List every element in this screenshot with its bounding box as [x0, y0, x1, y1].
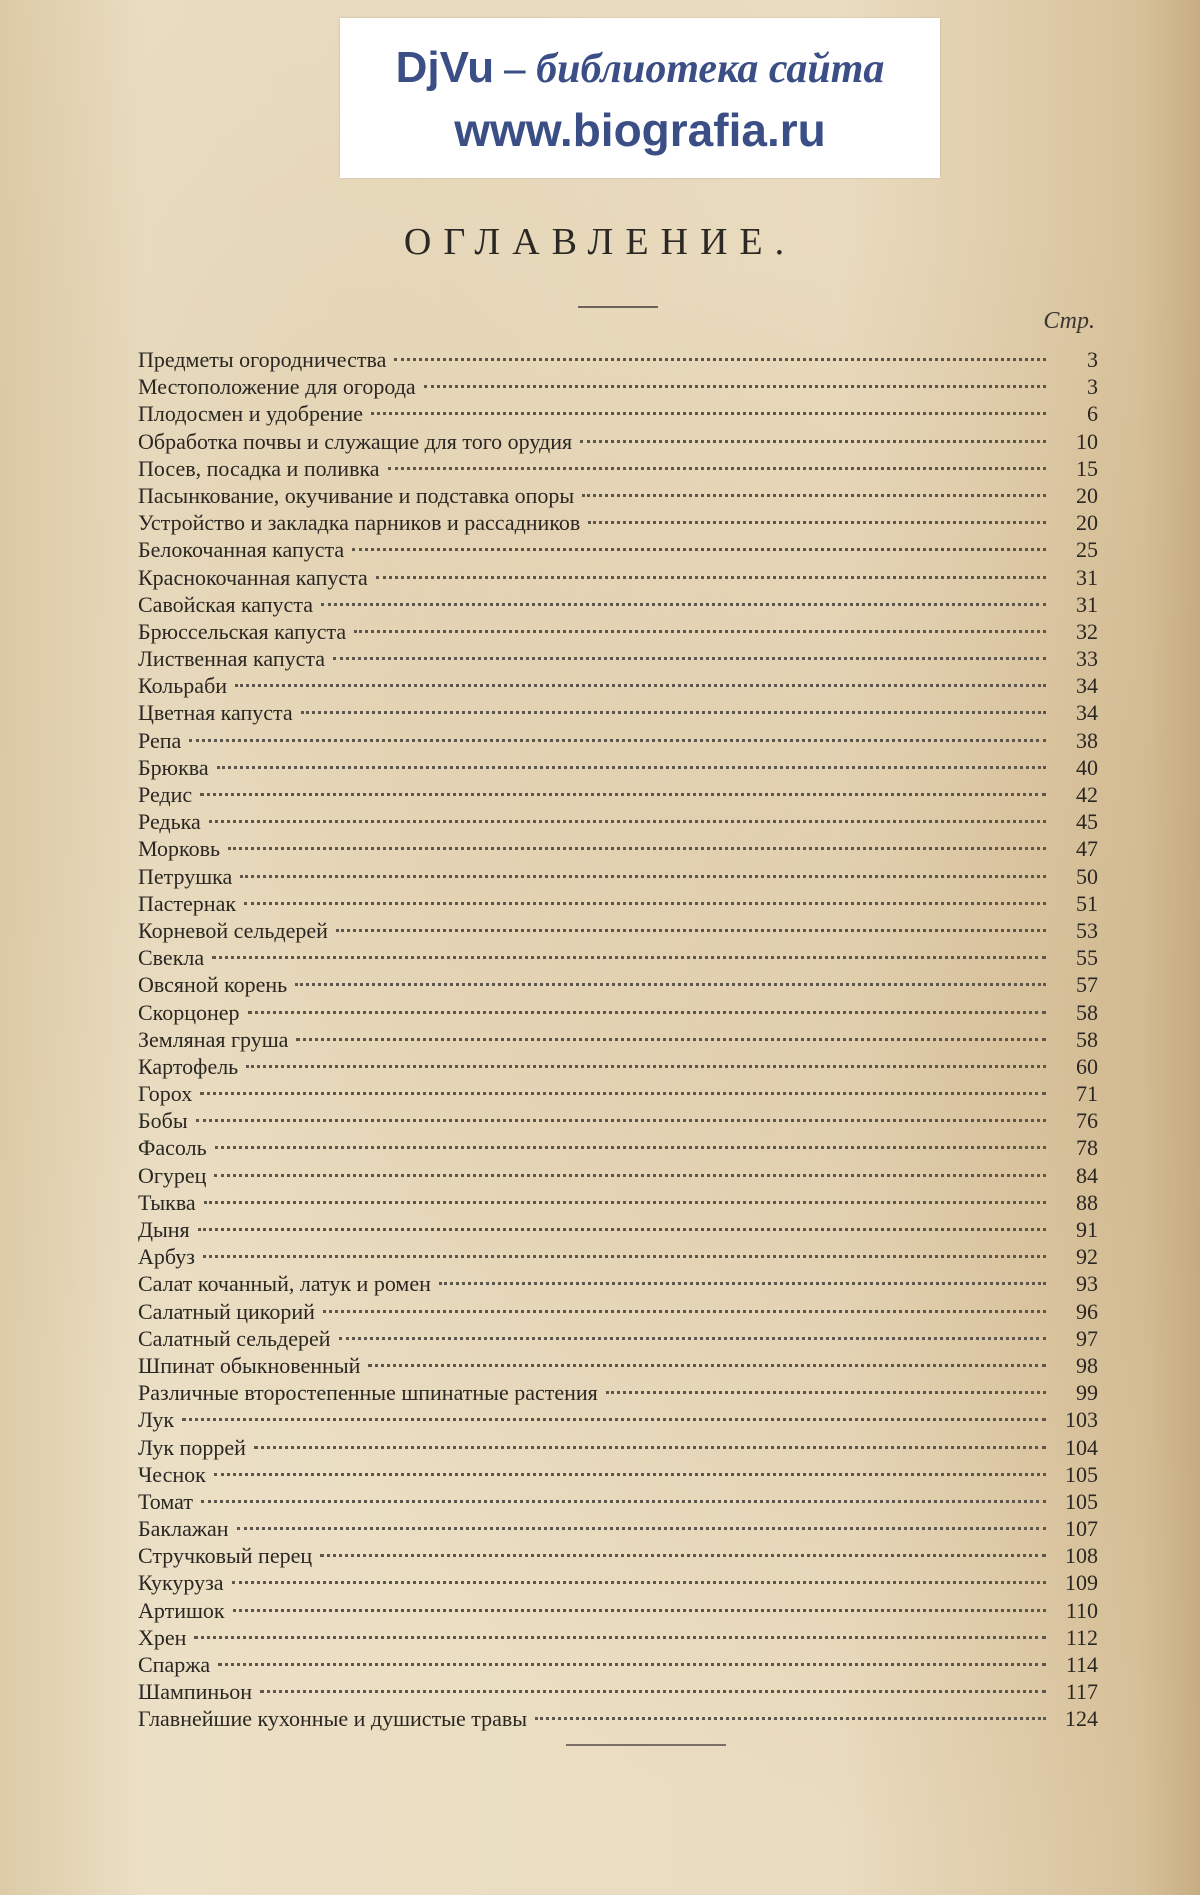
toc-entry [138, 1053, 1098, 1080]
dot-leader [606, 1391, 1046, 1394]
toc-entry-page: 10 [1076, 428, 1098, 454]
toc-entry-page: 32 [1076, 618, 1098, 644]
toc-entry-title: Обработка почвы и служащие для того орудия [138, 428, 573, 454]
dot-leader [339, 1337, 1046, 1340]
toc-entry-title: Дыня [138, 1217, 190, 1242]
toc-entry-title: Фасоль [138, 1135, 207, 1161]
toc-entry-title: Белокочанная капуста [138, 537, 345, 563]
toc-entry-page: 45 [1076, 809, 1098, 835]
dot-leader [352, 548, 1046, 551]
toc-entry-page: 108 [1065, 1543, 1098, 1569]
toc-entry [138, 482, 1098, 509]
dot-leader [246, 1065, 1046, 1068]
dot-leader [323, 1310, 1046, 1313]
toc-entry-title: Свекла [138, 945, 205, 971]
toc-entry-title: Бобы [138, 1108, 188, 1134]
toc-entry-title: Петрушка [138, 863, 233, 889]
dot-leader [439, 1282, 1046, 1285]
toc-entry-page: 91 [1076, 1217, 1098, 1242]
toc-entry-title: Репа [138, 727, 182, 753]
toc-entry-page: 84 [1076, 1162, 1098, 1188]
toc-entry-page: 105 [1065, 1461, 1098, 1487]
toc-entry-title: Салатный цикорий [138, 1298, 315, 1324]
toc-entry-page: 105 [1065, 1488, 1098, 1514]
toc-entry [138, 1026, 1098, 1053]
toc-entry-title: Плодосмен и удобрение [138, 401, 364, 427]
toc-entry-page: 20 [1076, 482, 1098, 508]
dot-leader [196, 1119, 1046, 1122]
page-title: ОГЛАВЛЕНИЕ. [403, 221, 797, 263]
dot-leader [214, 1473, 1046, 1476]
toc-entry [138, 1107, 1098, 1134]
dot-leader [212, 956, 1046, 959]
dot-leader [204, 1201, 1046, 1204]
toc-entry-page: 58 [1076, 1026, 1098, 1052]
dot-leader [580, 440, 1046, 443]
dot-leader [232, 1581, 1046, 1584]
toc-entry-title: Кукуруза [138, 1570, 224, 1596]
toc-entry-title: Редис [138, 782, 193, 807]
dot-leader [194, 1636, 1046, 1639]
dot-leader [588, 521, 1046, 524]
toc-entry [138, 346, 1098, 373]
dot-leader [333, 657, 1046, 660]
dot-leader [371, 412, 1046, 415]
dot-leader [301, 711, 1046, 714]
toc-entry-page: 42 [1076, 782, 1098, 807]
toc-entry [138, 1678, 1098, 1705]
toc-entry [138, 618, 1098, 645]
dot-leader [215, 1146, 1046, 1149]
toc-entry-page: 58 [1076, 999, 1098, 1025]
toc-entry-page: 103 [1065, 1407, 1098, 1433]
toc-entry [138, 1298, 1098, 1325]
toc-entry-title: Брюссельская капуста [138, 618, 347, 644]
toc-entry-title: Кольраби [138, 673, 228, 699]
toc-entry-title: Посев, посадка и поливка [138, 455, 380, 481]
dot-leader [189, 739, 1046, 742]
toc-entry [138, 1270, 1098, 1297]
toc-entry [138, 400, 1098, 427]
toc-entry-title: Салат кочанный, латук и ромен [138, 1271, 431, 1297]
dot-leader [296, 1038, 1046, 1041]
dot-leader [368, 1364, 1046, 1367]
toc-entry-title: Предметы огородничества [138, 347, 387, 372]
toc-entry [138, 1352, 1098, 1379]
banner-url: www.biografia.ru [454, 104, 826, 156]
dot-leader [209, 820, 1046, 823]
toc-entry [138, 835, 1098, 862]
toc-entry-title: Салатный сельдерей [138, 1325, 331, 1351]
toc-entry-page: 124 [1065, 1706, 1098, 1732]
title-ornament [578, 306, 658, 308]
dot-leader [376, 576, 1046, 579]
toc-entry [138, 1597, 1098, 1624]
toc-entry-page: 38 [1076, 727, 1098, 753]
toc-entry-title: Брюква [138, 754, 209, 780]
toc-entry-page: 71 [1076, 1081, 1098, 1107]
toc-entry-title: Лиственная капуста [138, 646, 326, 672]
toc-entry [138, 727, 1098, 754]
dot-leader [201, 1500, 1046, 1503]
dot-leader [260, 1690, 1046, 1693]
toc-entry-page: 50 [1076, 863, 1098, 889]
toc-entry [138, 781, 1098, 808]
toc-entry [138, 1243, 1098, 1270]
toc-entry-page: 20 [1076, 510, 1098, 536]
dot-leader [244, 902, 1046, 905]
dot-leader [321, 603, 1046, 606]
toc-entry [138, 1379, 1098, 1406]
toc-entry-page: 114 [1065, 1652, 1098, 1677]
banner-heading [340, 38, 940, 99]
toc-entry-title: Тыква [138, 1189, 196, 1215]
toc-entry [138, 373, 1098, 400]
dot-leader [295, 983, 1046, 986]
toc-entry [138, 1325, 1098, 1352]
toc-entry-page: 57 [1076, 972, 1098, 998]
dot-leader [582, 494, 1046, 497]
toc-entry [138, 754, 1098, 781]
toc-entry-title: Морковь [138, 836, 221, 862]
dot-leader [354, 630, 1046, 633]
toc-entry-title: Главнейшие кухонные и душистые травы [138, 1706, 528, 1732]
toc-entry-title: Лук [138, 1407, 175, 1433]
toc-entry [138, 808, 1098, 835]
toc-entry-title: Горох [138, 1081, 193, 1107]
toc-entry-page: 31 [1076, 564, 1098, 590]
toc-entry [138, 509, 1098, 536]
toc-entry-page: 31 [1076, 591, 1098, 617]
toc-entry-title: Огурец [138, 1162, 207, 1188]
toc-entry-page: 40 [1076, 754, 1098, 780]
toc-entry-title: Баклажан [138, 1516, 229, 1542]
toc-entry-title: Арбуз [138, 1244, 195, 1270]
dot-leader [320, 1554, 1046, 1557]
dot-leader [235, 684, 1046, 687]
banner-brand: DjVu [395, 43, 495, 92]
toc-entry-page: 110 [1065, 1597, 1098, 1623]
toc-entry-page: 25 [1076, 537, 1098, 563]
toc-entry-title: Пасынкование, окучивание и подставка опоры [138, 482, 575, 508]
toc-entry [138, 645, 1098, 672]
toc-entry [138, 1216, 1098, 1243]
toc-entry-page: 104 [1065, 1434, 1098, 1460]
toc-entry-title: Корневой сельдерей [138, 917, 328, 943]
toc-entry [138, 863, 1098, 890]
page-column-label: Стр. [1043, 308, 1095, 334]
toc-entry [138, 1461, 1098, 1488]
toc-entry [138, 699, 1098, 726]
toc-entry-page: 78 [1076, 1135, 1098, 1161]
toc-entry-page: 34 [1076, 673, 1098, 699]
dot-leader [388, 467, 1046, 470]
toc-entry [138, 999, 1098, 1026]
toc-entry-title: Овсяной корень [138, 972, 288, 998]
toc-entry [138, 428, 1098, 455]
toc-entry-title: Чеснок [138, 1461, 206, 1487]
toc-entry-title: Стручковый перец [138, 1543, 313, 1569]
dot-leader [203, 1255, 1046, 1258]
dot-leader [200, 793, 1046, 796]
toc-entry-page: 3 [1087, 374, 1098, 400]
toc-entry [138, 890, 1098, 917]
toc-entry [138, 1434, 1098, 1461]
dot-leader [424, 385, 1046, 388]
toc-entry-page: 60 [1076, 1053, 1098, 1079]
toc-entry [138, 1651, 1098, 1678]
dot-leader [218, 1663, 1046, 1666]
dot-leader [228, 847, 1046, 850]
dot-leader [200, 1092, 1046, 1095]
toc-entry [138, 1406, 1098, 1433]
toc-entry-page: 6 [1087, 401, 1098, 427]
toc-entry [138, 1542, 1098, 1569]
toc-entry [138, 1080, 1098, 1107]
toc-entry [138, 536, 1098, 563]
toc-entry-title: Савойская капуста [138, 591, 313, 617]
dot-leader [182, 1418, 1046, 1421]
toc-entry-page: 117 [1065, 1679, 1098, 1705]
toc-entry-page: 92 [1076, 1244, 1098, 1270]
toc-entry-page: 34 [1076, 700, 1098, 726]
dot-leader [240, 875, 1046, 878]
dot-leader [336, 929, 1046, 932]
toc-entry [138, 917, 1098, 944]
toc-entry [138, 1189, 1098, 1216]
dot-leader [237, 1527, 1046, 1530]
toc-entry-title: Шампиньон [138, 1679, 253, 1705]
dot-leader [198, 1228, 1046, 1231]
dot-leader [248, 1011, 1046, 1014]
toc-entry-title: Артишок [138, 1597, 225, 1623]
toc-entry-page: 107 [1065, 1516, 1098, 1542]
toc-entry-page: 109 [1065, 1570, 1098, 1596]
closing-rule [566, 1744, 726, 1746]
toc-entry-page: 33 [1076, 646, 1098, 672]
toc-entry-title: Лук поррей [138, 1434, 246, 1460]
toc-entry [138, 1569, 1098, 1596]
toc-entry-title: Устройство и закладка парников и рассадников [138, 510, 581, 536]
toc-entry [138, 1515, 1098, 1542]
watermark-banner [340, 18, 940, 178]
toc-entry-title: Спаржа [138, 1652, 211, 1677]
toc-entry-page: 112 [1065, 1624, 1098, 1650]
toc-entry-page: 53 [1076, 917, 1098, 943]
toc-entry-title: Местоположение для огорода [138, 374, 416, 400]
toc-entry-page: 88 [1076, 1189, 1098, 1215]
toc-entry [138, 944, 1098, 971]
toc-entry-title: Цветная капуста [138, 700, 293, 726]
dot-leader [217, 766, 1046, 769]
toc-entry-page: 97 [1076, 1325, 1098, 1351]
toc-entry-page: 76 [1076, 1108, 1098, 1134]
toc-entry [138, 672, 1098, 699]
toc-entry-title: Земляная груша [138, 1026, 289, 1052]
toc-entry-page: 55 [1076, 945, 1098, 971]
dot-leader [394, 358, 1046, 361]
toc-entry [138, 564, 1098, 591]
toc-entry [138, 1134, 1098, 1161]
toc-entry-title: Шпинат обыкновенный [138, 1352, 361, 1378]
toc-entry-page: 96 [1076, 1298, 1098, 1324]
dot-leader [214, 1174, 1046, 1177]
toc-entry [138, 591, 1098, 618]
toc-entry-title: Краснокочанная капуста [138, 564, 368, 590]
toc-entry-title: Скорцонер [138, 999, 240, 1025]
dot-leader [254, 1446, 1046, 1449]
toc-entry-title: Картофель [138, 1053, 239, 1079]
toc-entry-page: 51 [1076, 890, 1098, 916]
toc-entry-title: Хрен [138, 1624, 187, 1650]
toc-entry [138, 971, 1098, 998]
table-of-contents [138, 346, 1098, 1733]
toc-entry-page: 98 [1076, 1352, 1098, 1378]
toc-entry-page: 3 [1087, 347, 1098, 372]
dot-leader [535, 1717, 1046, 1720]
toc-entry [138, 1488, 1098, 1515]
dot-leader [233, 1609, 1046, 1612]
toc-entry-page: 93 [1076, 1271, 1098, 1297]
toc-entry-page: 47 [1076, 836, 1098, 862]
toc-entry [138, 1705, 1098, 1732]
toc-entry [138, 1162, 1098, 1189]
toc-entry-page: 99 [1076, 1380, 1098, 1406]
banner-subtitle: – библиотека сайта [494, 46, 885, 92]
toc-entry-title: Редька [138, 809, 201, 835]
toc-entry-title: Пастернак [138, 890, 237, 916]
toc-entry [138, 1624, 1098, 1651]
toc-entry-page: 15 [1076, 455, 1098, 481]
toc-entry [138, 455, 1098, 482]
toc-entry-title: Различные второстепенные шпинатные растения [138, 1380, 598, 1406]
toc-entry-title: Томат [138, 1488, 193, 1514]
